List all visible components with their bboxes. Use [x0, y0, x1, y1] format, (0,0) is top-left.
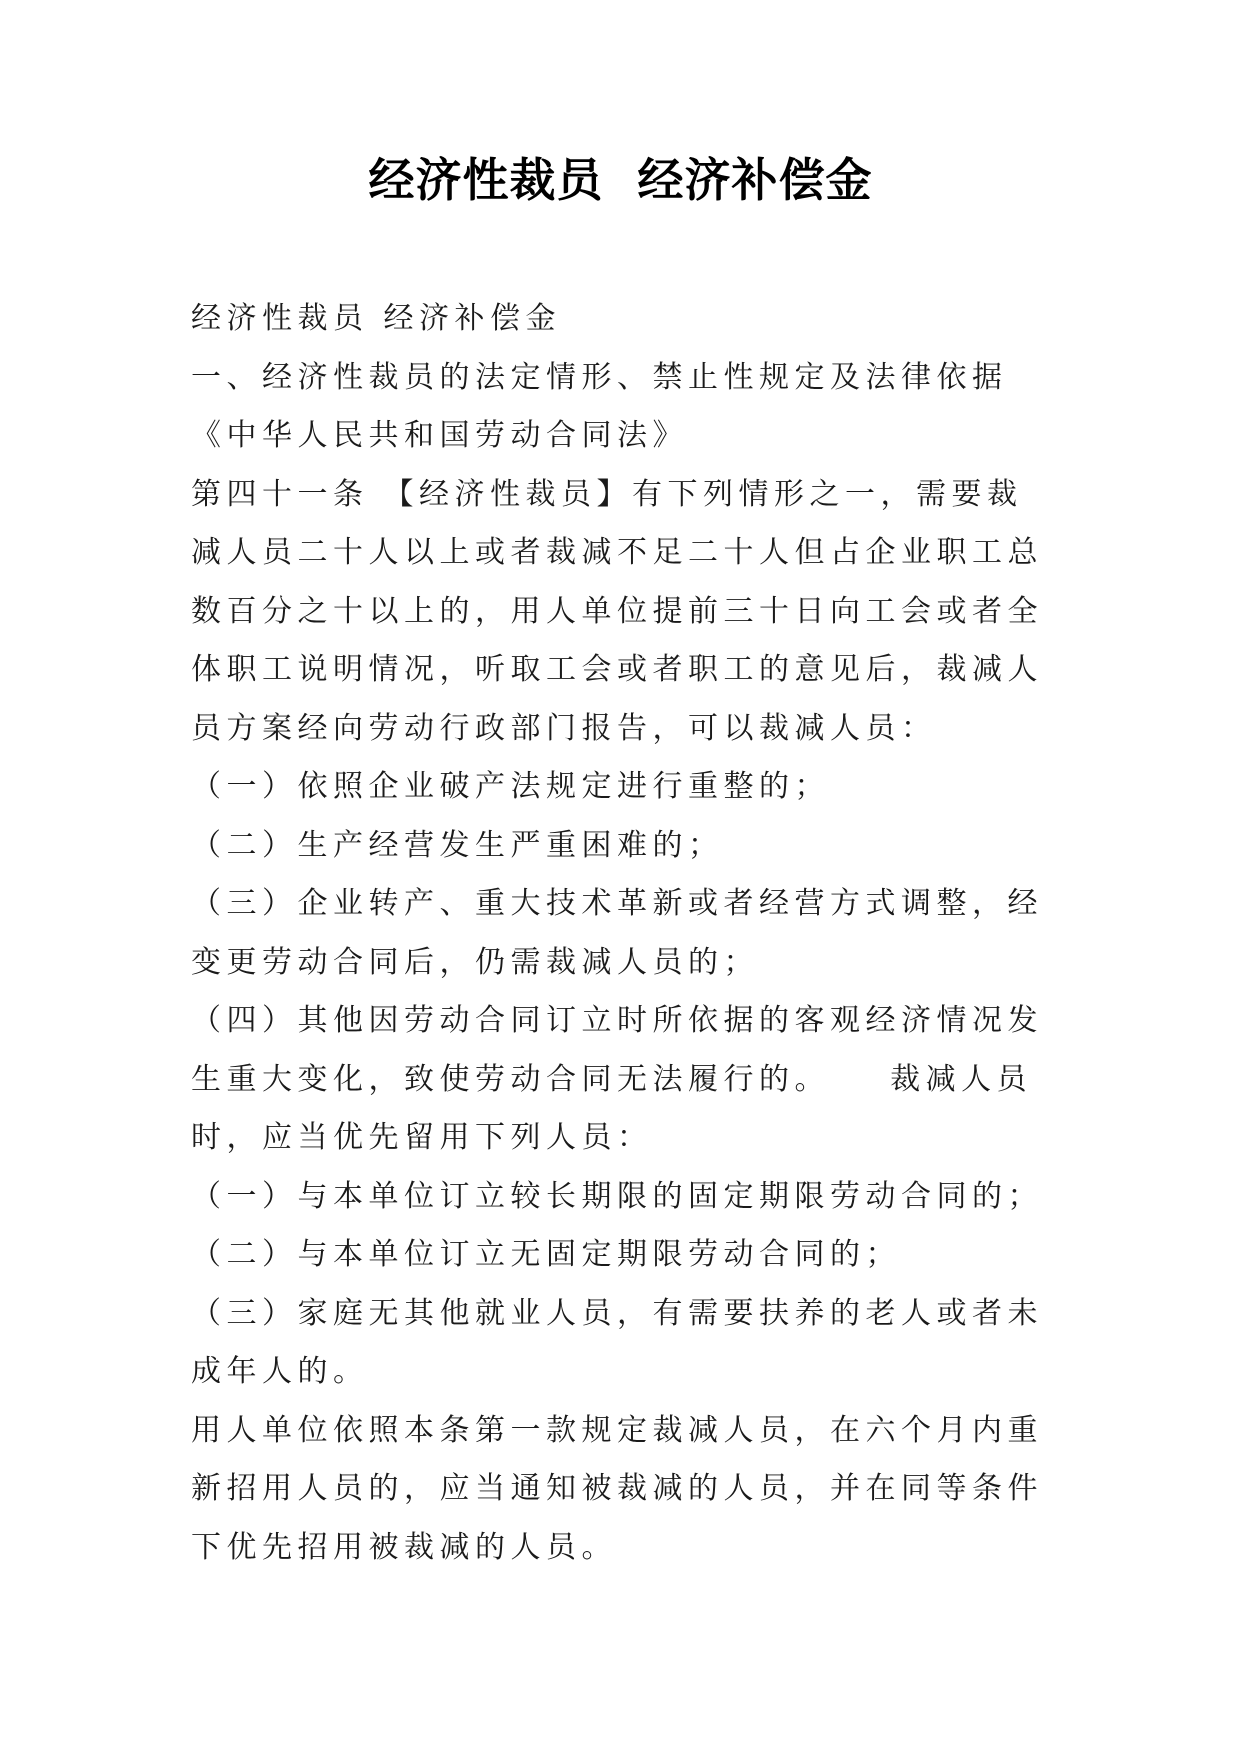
paragraph-rehire: 用人单位依照本条第一款规定裁减人员，在六个月内重新招用人员的，应当通知被裁减的人员，并在同等条件下优先招用被裁减的人员。: [191, 1412, 1043, 1565]
paragraph-item-1: （一）依照企业破产法规定进行重整的；: [191, 769, 830, 804]
document-title: 经济性裁员 经济补偿金: [368, 153, 873, 207]
paragraph-law-name: 《中华人民共和国劳动合同法》: [191, 418, 688, 453]
paragraph-section-heading: 一、经济性裁员的法定情形、禁止性规定及法律依据: [191, 359, 1008, 395]
paragraph-item-4: （四）其他因劳动合同订立时所依据的客观经济情况发生重大变化，致使劳动合同无法履行的。 裁减人员时，应当优先留用下列人员：: [191, 1003, 1043, 1155]
document-body: [191, 290, 1054, 1577]
paragraph-priority-1: （一）与本单位订立较长期限的固定期限劳动合同的；: [191, 1178, 1043, 1214]
paragraph-priority-2: （二）与本单位订立无固定期限劳动合同的；: [191, 1237, 901, 1272]
paragraph-item-2: （二）生产经营发生严重困难的；: [191, 827, 724, 863]
paragraph-priority-3: （三）家庭无其他就业人员，有需要扶养的老人或者未成年人的。: [191, 1295, 1043, 1389]
paragraph-item-3: （三）企业转产、重大技术革新或者经营方式调整，经变更劳动合同后，仍需裁减人员的；: [191, 886, 1043, 980]
paragraph-subtitle: 经济性裁员 经济补偿金: [191, 301, 562, 336]
paragraph-article-41: 第四十一条 【经济性裁员】有下列情形之一，需要裁减人员二十人以上或者裁减不足二十人但占企业职工总数百分之十以上的，用人单位提前三十日向工会或者全体职工说明情况，听取工会或者职工的意见后，裁减人员方案经向劳动行政部门报告，可以裁减人员：: [191, 476, 1043, 746]
